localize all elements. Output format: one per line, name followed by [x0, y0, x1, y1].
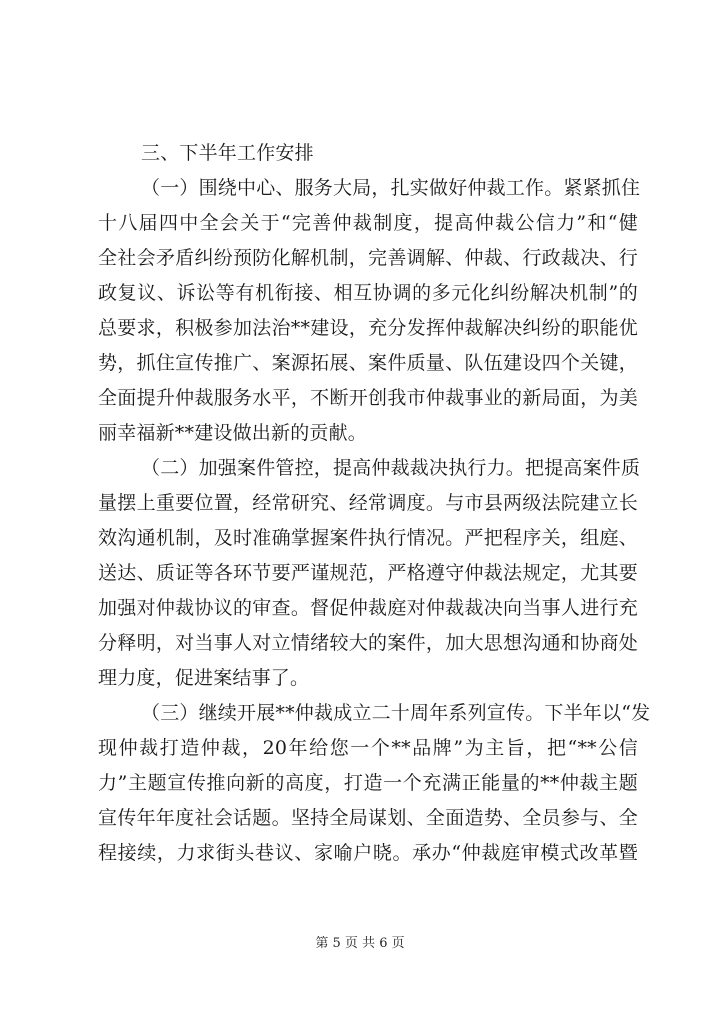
paragraph-1-line-3: 全社会矛盾纠纷预防化解机制，完善调解、仲裁、行政裁决、行	[98, 247, 638, 269]
paragraph-1-line-7: 全面提升仲裁服务水平，不断开创我市仲裁事业的新局面，为美	[98, 387, 638, 409]
paragraph-1-line-6: 势，抓住宣传推广、案源拓展、案件质量、队伍建设四个关键，	[98, 352, 638, 374]
paragraph-2-line-5: 加强对仲裁协议的审查。督促仲裁庭对仲裁裁决向当事人进行充	[98, 597, 638, 619]
paragraph-3-line-5: 程接续，力求街头巷议、家喻户晓。承办“仲裁庭审模式改革暨	[98, 842, 638, 864]
paragraph-3-line-3: 力”主题宣传推向新的高度，打造一个充满正能量的**仲裁主题	[98, 772, 638, 794]
paragraph-1-line-8: 丽幸福新**建设做出新的贡献。	[98, 422, 368, 444]
paragraph-1-line-5: 总要求，积极参加法治**建设，充分发挥仲裁解决纠纷的职能优	[98, 317, 638, 339]
paragraph-2-line-4: 送达、质证等各环节要严谨规范，严格遵守仲裁法规定，尤其要	[98, 562, 638, 584]
paragraph-2-line-2: 量摆上重要位置，经常研究、经常调度。与市县两级法院建立长	[98, 492, 638, 514]
paragraph-2-line-6: 分释明，对当事人对立情绪较大的案件，加大思想沟通和协商处	[98, 632, 638, 654]
paragraph-1-line-4: 政复议、诉讼等有机衔接、相互协调的多元化纠纷解决机制”的	[98, 282, 638, 304]
paragraph-2-line-1: （二）加强案件管控，提高仲裁裁决执行力。把提高案件质	[141, 457, 641, 479]
paragraph-3-line-4: 宣传年年度社会话题。坚持全局谋划、全面造势、全员参与、全	[98, 807, 638, 829]
section-heading: 三、下半年工作安排	[141, 142, 314, 164]
page-number-footer: 第 5 页 共 6 页	[315, 936, 405, 951]
paragraph-1-line-2: 十八届四中全会关于“完善仲裁制度，提高仲裁公信力”和“健	[98, 212, 638, 234]
paragraph-3-line-2: 现仲裁打造仲裁，20年给您一个**品牌”为主旨，把“**公信	[98, 737, 638, 759]
paragraph-3-line-1: （三）继续开展**仲裁成立二十周年系列宣传。下半年以“发	[141, 702, 651, 724]
paragraph-2-line-3: 效沟通机制，及时准确掌握案件执行情况。严把程序关，组庭、	[98, 527, 638, 549]
paragraph-2-line-7: 理力度，促进案结事了。	[98, 667, 310, 689]
paragraph-1-line-1: （一）围绕中心、服务大局，扎实做好仲裁工作。紧紧抓住	[141, 177, 641, 199]
